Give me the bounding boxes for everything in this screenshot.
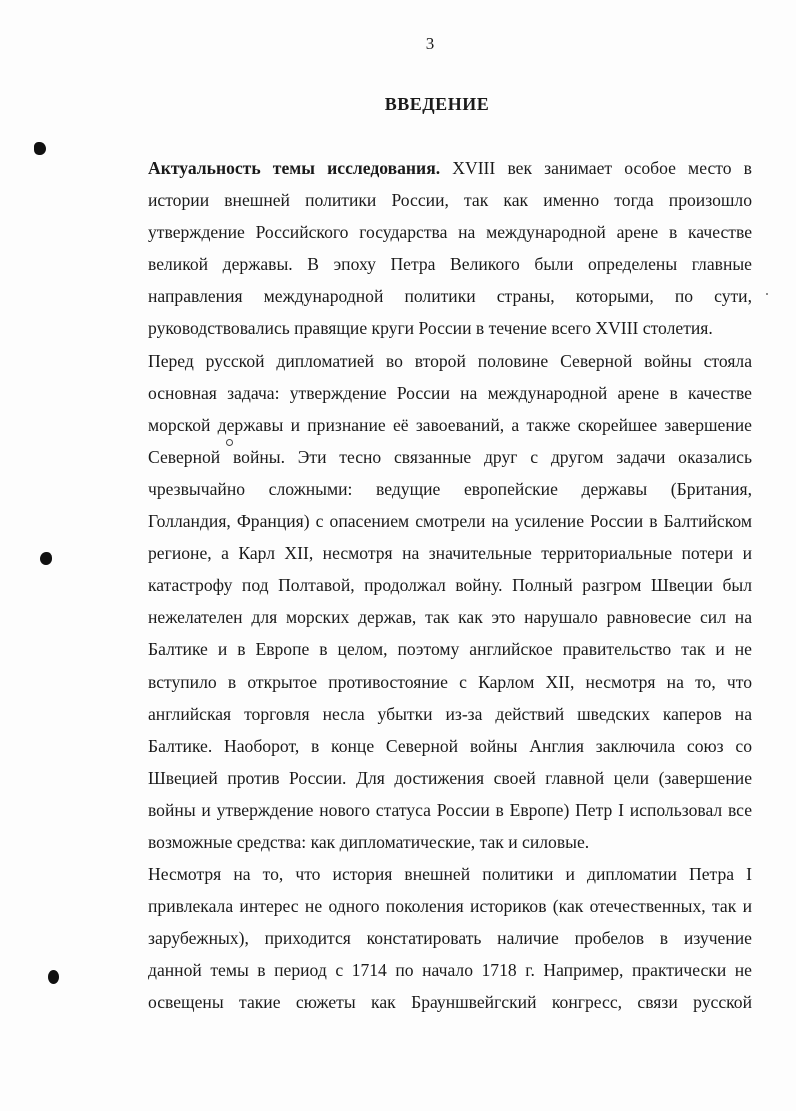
- text-line: Балтике. Наоборот, в конце Северной войны Англия заключила союз со: [148, 735, 752, 756]
- scan-mark: [40, 552, 52, 565]
- text-line: регионе, а Карл XII, несмотря на значительные территориальные потери и: [148, 543, 752, 564]
- text-line: утверждение Российского государства на международной арене в качестве: [148, 222, 752, 243]
- scan-mark: [34, 142, 46, 155]
- text-line: великой державы. В эпоху Петра Великого были определены главные: [148, 254, 752, 275]
- text-line: Швецией против России. Для достижения своей главной цели (завершение: [148, 767, 752, 788]
- scan-mark: [48, 970, 59, 984]
- text-line: Перед русской дипломатией во второй половине Северной войны стояла: [148, 350, 752, 371]
- paragraph-relevance: [148, 152, 752, 345]
- scan-speck: [226, 439, 233, 446]
- text-line: Северной войны. Эти тесно связанные друг с другом задачи оказались: [148, 446, 752, 467]
- scan-speck: [766, 293, 768, 295]
- text-line: Голландия, Франция) с опасением смотрели на усиление России в Балтийском: [148, 511, 752, 532]
- text-line: войны и утверждение нового статуса России в Европе) Петр I использовал все: [148, 799, 752, 820]
- text-line: привлекала интерес не одного поколения историков (как отечественных, так и: [148, 896, 752, 917]
- section-heading: ВВЕДЕНИЕ: [384, 94, 490, 114]
- text-line: направления международной политики страны, которыми, по сути,: [148, 286, 752, 307]
- text-line: руководствовались правящие круги России в течение всего XVIII столетия.: [148, 318, 713, 339]
- text-line: данной темы в период с 1714 по начало 1718 г. Например, практически не: [148, 960, 752, 981]
- text-line: нежелателен для морских держав, так как это нарушало равновесие сил на: [148, 607, 752, 628]
- text-line: возможные средства: как дипломатические, так и силовые.: [148, 831, 590, 852]
- text-line: зарубежных), приходится констатировать наличие пробелов в изучение: [148, 928, 752, 949]
- page-number: 3: [425, 34, 435, 53]
- text-line: основная задача: утверждение России на международной арене в качестве: [148, 382, 752, 403]
- text-run: XVIII век занимает особое место в: [440, 158, 752, 178]
- paragraph-historiography: [148, 858, 752, 1018]
- body-text: [148, 152, 752, 1019]
- text-line: морской державы и признание её завоеваний, а также скорейшее завершение: [148, 414, 752, 435]
- paragraph-diplomacy: [148, 345, 752, 859]
- text-line: освещены такие сюжеты как Брауншвейгский конгресс, связи русской: [148, 992, 752, 1013]
- text-line: [148, 152, 752, 184]
- text-line: английская торговля несла убытки из-за действий шведских каперов на: [148, 703, 752, 724]
- text-line: истории внешней политики России, так как именно тогда произошло: [148, 190, 752, 211]
- text-line: Балтике и в Европе в целом, поэтому английское правительство так и не: [148, 639, 752, 660]
- text-line: вступило в открытое противостояние с Карлом XII, несмотря на то, что: [148, 671, 752, 692]
- text-line: катастрофу под Полтавой, продолжал войну. Полный разгром Швеции был: [148, 575, 752, 596]
- bold-lead: Актуальность темы исследования.: [148, 158, 441, 178]
- text-line: Несмотря на то, что история внешней политики и дипломатии Петра I: [148, 864, 752, 885]
- text-line: чрезвычайно сложными: ведущие европейские державы (Британия,: [148, 478, 752, 499]
